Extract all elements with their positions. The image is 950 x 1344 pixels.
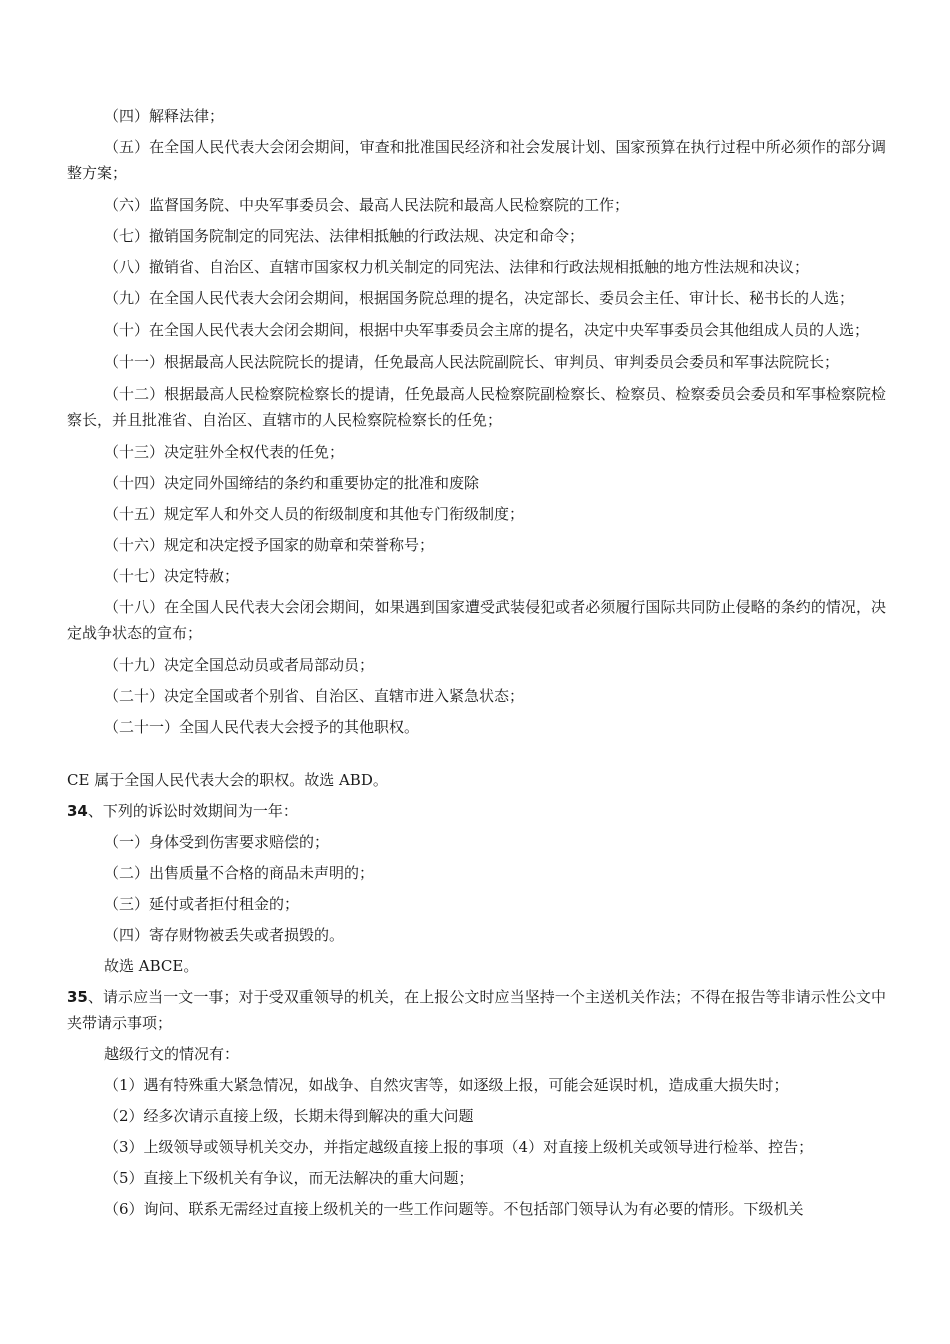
list-item: （十一）根据最高人民法院院长的提请，任免最高人民法院副院长、审判员、审判委员会委员和军事法院院长； [104, 353, 840, 371]
list-item: （四）寄存财物被丢失或者损毁的。 [104, 926, 345, 944]
list-item: （十七）决定特赦； [104, 567, 240, 585]
list-item: （二）出售质量不合格的商品未声明的； [104, 864, 375, 882]
list-item: （十四）决定同外国缔结的条约和重要协定的批准和废除 [104, 474, 480, 492]
list-item: （九）在全国人民代表大会闭会期间，根据国务院总理的提名，决定部长、委员会主任、审计长、秘书长的人选； [104, 289, 855, 307]
question-34-intro [67, 798, 886, 824]
list-item: （四）解释法律； [104, 107, 225, 125]
list-item: （1）遇有特殊重大紧急情况，如战争、自然灾害等，如逐级上报，可能会延误时机，造成重大损失时； [104, 1076, 789, 1094]
sub-intro: 越级行文的情况有： [104, 1045, 240, 1063]
question-separator: 、 [87, 802, 103, 820]
spacer [67, 745, 886, 767]
list-item: （二十）决定全国或者个别省、自治区、直辖市进入紧急状态； [104, 687, 525, 705]
answer-text: 故选 ABCE。 [104, 957, 199, 975]
list-item: （八）撤销省、自治区、直辖市国家权力机关制定的同宪法、法律和行政法规相抵触的地方性法规和决议； [104, 258, 810, 276]
list-item: （五）在全国人民代表大会闭会期间，审查和批准国民经济和社会发展计划、国家预算在执行过程中所必须作的部分调整方案； [67, 138, 886, 182]
question-35-intro [67, 984, 886, 1036]
list-item: （6）询问、联系无需经过直接上级机关的一些工作问题等。不包括部门领导认为有必要的情形。下级机关 [104, 1200, 804, 1218]
list-item: （十三）决定驻外全权代表的任免； [104, 443, 345, 461]
list-item: （十六）规定和决定授予国家的勋章和荣誉称号； [104, 536, 435, 554]
question-text: 请示应当一文一事；对于受双重领导的机关，在上报公文时应当坚持一个主送机关作法；不得在报告等非请示性公文中夹带请示事项； [67, 988, 886, 1032]
answer-conclusion: CE 属于全国人民代表大会的职权。故选 ABD。 [67, 771, 388, 789]
list-item: （十五）规定军人和外交人员的衔级制度和其他专门衔级制度； [104, 505, 525, 523]
list-item: （十）在全国人民代表大会闭会期间，根据中央军事委员会主席的提名，决定中央军事委员会其他组成人员的人选； [104, 321, 870, 339]
question-number: 35 [67, 988, 88, 1006]
list-item: （十八）在全国人民代表大会闭会期间，如果遇到国家遭受武装侵犯或者必须履行国际共同防止侵略的条约的情况，决定战争状态的宣布； [67, 598, 886, 642]
list-item: （十二）根据最高人民检察院检察长的提请，任免最高人民检察院副检察长、检察员、检察委员会委员和军事检察院检察长，并且批准省、自治区、直辖市的人民检察院检察长的任免； [67, 385, 886, 429]
list-item: （二十一）全国人民代表大会授予的其他职权。 [104, 718, 420, 736]
list-item: （十九）决定全国总动员或者局部动员； [104, 656, 375, 674]
question-number: 34 [67, 802, 88, 820]
list-item: （2）经多次请示直接上级，长期未得到解决的重大问题 [104, 1107, 474, 1125]
question-text: 下列的诉讼时效期间为一年： [102, 802, 298, 820]
list-item: （七）撤销国务院制定的同宪法、法律相抵触的行政法规、决定和命令； [104, 227, 585, 245]
question-separator: 、 [87, 988, 103, 1006]
list-item: （一）身体受到伤害要求赔偿的； [104, 833, 330, 851]
list-item: （六）监督国务院、中央军事委员会、最高人民法院和最高人民检察院的工作； [104, 196, 630, 214]
list-item: （三）延付或者拒付租金的； [104, 895, 300, 913]
list-item: （5）直接上下级机关有争议，而无法解决的重大问题； [104, 1169, 474, 1187]
list-item: （3）上级领导或领导机关交办，并指定越级直接上报的事项（4）对直接上级机关或领导进行检举、控告； [104, 1138, 814, 1156]
